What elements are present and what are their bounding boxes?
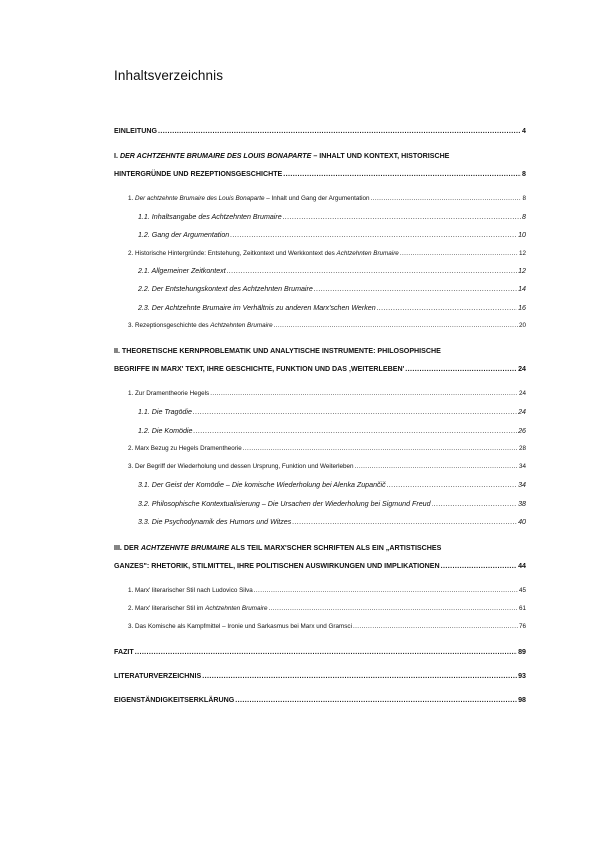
toc-chapter-title: II. THEORETISCHE KERNPROBLEMATIK UND ANALYTISCHE INSTRUMENTE: PHILOSOPHISCHE xyxy=(114,347,441,355)
toc-chapter-title-italic: ACHTZEHNTE BRUMAIRE xyxy=(140,544,230,552)
toc-entry-label: 3. Der Begriff der Wiederholung und dessen Ursprung, Funktion und Weiterleben xyxy=(128,463,354,470)
toc-page-number: 61 xyxy=(518,605,526,612)
toc-entry-section-1-3[interactable] xyxy=(128,322,526,329)
toc-chapter-title-pre: III. DER xyxy=(114,544,141,552)
toc-dot-leader xyxy=(235,696,517,704)
toc-entry-subsection-2-1-1[interactable] xyxy=(138,408,526,416)
toc-page-number: 24 xyxy=(518,408,526,416)
toc-entry-subsection-1-1-1[interactable] xyxy=(138,213,526,221)
toc-page-number: 34 xyxy=(518,463,526,470)
toc-page-number: 8 xyxy=(522,195,526,202)
toc-chapter-title-rest: ALS TEIL MARX'SCHER SCHRIFTEN ALS EIN „ARTISTISCHES xyxy=(229,544,442,552)
toc-dot-leader xyxy=(158,127,521,135)
toc-dot-leader xyxy=(355,463,518,470)
toc-dot-leader xyxy=(274,322,518,329)
toc-entry-section-1-2[interactable] xyxy=(128,250,526,257)
toc-entry-label: FAZIT xyxy=(114,648,134,656)
toc-entry-label: 1.2. Gang der Argumentation xyxy=(138,231,230,239)
toc-dot-leader xyxy=(230,231,517,239)
toc-entry-label: 3. Das Komische als Kampfmittel – Ironie und Sarkasmus bei Marx und Gramsci xyxy=(128,623,352,630)
toc-entry-subsection-1-2-2[interactable] xyxy=(138,285,526,293)
toc-chapter-number: I. xyxy=(114,152,118,160)
toc-dot-leader xyxy=(210,390,518,397)
toc-page-number: 40 xyxy=(518,518,526,526)
toc-entry-label: 3.1. Der Geist der Komödie – Die komische Wiederholung bei Alenka Zupančič xyxy=(138,481,386,489)
toc-entry-label: EINLEITUNG xyxy=(114,127,157,135)
toc-dot-leader xyxy=(405,360,517,378)
toc-entry-label: 2.2. Der Entstehungskontext des Achtzehnten Brumaire xyxy=(138,285,313,293)
toc-page-number: 34 xyxy=(518,481,526,489)
toc-dot-leader xyxy=(387,481,517,489)
toc-entry-label: LITERATURVERZEICHNIS xyxy=(114,672,202,680)
toc-chapter-title-italic: DER ACHTZEHNTE BRUMAIRE DES LOUIS BONAPARTE xyxy=(119,152,312,160)
toc-page-number: 26 xyxy=(518,427,526,435)
toc-dot-leader xyxy=(243,445,518,452)
toc-section-title: 3. Rezeptionsgeschichte des xyxy=(128,322,211,329)
toc-dot-leader xyxy=(353,623,518,630)
toc-dot-leader xyxy=(314,285,517,293)
toc-entry-section-3-2[interactable] xyxy=(128,605,526,612)
toc-entry-label: 1. Zur Dramentheorie Hegels xyxy=(128,390,210,397)
toc-page-number: 8 xyxy=(522,170,526,178)
toc-entry-subsection-2-1-2[interactable] xyxy=(138,427,526,435)
toc-page-number: 38 xyxy=(518,500,526,508)
toc-chapter-title-line2: HINTERGRÜNDE UND REZEPTIONSGESCHICHTE xyxy=(114,170,283,178)
toc-entry-section-3-3[interactable] xyxy=(128,623,526,630)
toc-section-title-italic: Achtzehnten Brumaire xyxy=(205,605,268,612)
toc-page-number: 89 xyxy=(518,648,526,656)
toc-dot-leader xyxy=(432,500,518,508)
toc-entry-einleitung[interactable] xyxy=(114,127,526,135)
toc-section-title-italic: Der achtzehnte Brumaire des Louis Bonaparte xyxy=(135,195,265,202)
toc-entry-literaturverzeichnis[interactable] xyxy=(114,672,526,680)
toc-page-number: 12 xyxy=(518,267,526,275)
toc-entry-chapter-3[interactable] xyxy=(114,539,526,575)
toc-page-number: 45 xyxy=(518,587,526,594)
toc-dot-leader xyxy=(292,518,517,526)
toc-entry-fazit[interactable] xyxy=(114,648,526,656)
toc-page-number: 76 xyxy=(518,623,526,630)
toc-dot-leader xyxy=(371,195,522,202)
toc-page-number: 14 xyxy=(518,285,526,293)
toc-dot-leader xyxy=(193,408,517,416)
toc-entry-label: 1.2. Die Komödie xyxy=(138,427,193,435)
toc-page-number: 24 xyxy=(518,390,526,397)
toc-entry-section-1-1[interactable] xyxy=(128,195,526,202)
toc-dot-leader xyxy=(283,213,521,221)
toc-chapter-title-rest: – INHALT UND KONTEXT, HISTORISCHE xyxy=(311,152,450,160)
toc-entry-label: 2.3. Der Achtzehnte Brumaire im Verhältnis zu anderen Marx'schen Werken xyxy=(138,304,376,312)
toc-dot-leader xyxy=(227,267,517,275)
toc-section-title-italic: Achtzehnten Brumaire xyxy=(336,250,399,257)
toc-entry-subsection-1-2-1[interactable] xyxy=(138,267,526,275)
toc-page-number: 8 xyxy=(522,213,526,221)
toc-section-title: 2. Marx' literarischer Stil im xyxy=(128,605,206,612)
page-title: Inhaltsverzeichnis xyxy=(114,68,224,83)
toc-dot-leader xyxy=(377,304,517,312)
toc-chapter-title-line2: BEGRIFFE IN MARX' TEXT, IHRE GESCHICHTE, FUNKTION UND DAS ‚WEITERLEBEN' xyxy=(114,365,405,373)
toc-page-number: 98 xyxy=(518,696,526,704)
toc-dot-leader xyxy=(135,648,517,656)
toc-entry-label: 3.2. Philosophische Kontextualisierung – Die Ursachen der Wiederholung bei Sigmund Freud xyxy=(138,500,431,508)
toc-entry-subsection-2-3-1[interactable] xyxy=(138,481,526,489)
toc-page-number: 10 xyxy=(518,231,526,239)
toc-entry-label: 1.1. Die Tragödie xyxy=(138,408,192,416)
toc-page-number: 16 xyxy=(518,304,526,312)
toc-dot-leader xyxy=(202,672,517,680)
toc-dot-leader xyxy=(268,605,518,612)
toc-section-number: 1. xyxy=(128,195,134,202)
toc-entry-section-2-3[interactable] xyxy=(128,463,526,470)
toc-entry-section-2-1[interactable] xyxy=(128,390,526,397)
toc-entry-section-3-1[interactable] xyxy=(128,587,526,594)
toc-entry-section-2-2[interactable] xyxy=(128,445,526,452)
toc-dot-leader xyxy=(193,427,517,435)
toc-entry-label: 1. Marx' literarischer Stil nach Ludovico Silva xyxy=(128,587,253,594)
toc-page-number: 4 xyxy=(522,127,526,135)
toc-entry-label: 2.1. Allgemeiner Zeitkontext xyxy=(138,267,226,275)
toc-chapter-title-line2: GANZES": RHETORIK, STILMITTEL, IHRE POLITISCHEN AUSWIRKUNGEN UND IMPLIKATIONEN xyxy=(114,562,440,570)
toc-entry-subsection-1-2-3[interactable] xyxy=(138,304,526,312)
toc-page-number: 28 xyxy=(518,445,526,452)
toc-dot-leader xyxy=(283,165,521,183)
toc-dot-leader xyxy=(400,250,518,257)
toc-section-title: 2. Historische Hintergründe: Entstehung, Zeitkontext und Werkkontext des xyxy=(128,250,337,257)
toc-section-title-rest: – Inhalt und Gang der Argumentation xyxy=(264,195,370,202)
toc-entry-chapter-2[interactable] xyxy=(114,342,526,378)
toc-entry-label: 2. Marx Bezug zu Hegels Dramentheorie xyxy=(128,445,242,452)
toc-page-number: 24 xyxy=(518,365,526,373)
toc-entry-chapter-1[interactable] xyxy=(114,147,526,183)
toc-entry-subsection-2-3-2[interactable] xyxy=(138,500,526,508)
toc-page-number: 20 xyxy=(518,322,526,329)
toc-entry-label: EIGENSTÄNDIGKEITSERKLÄRUNG xyxy=(114,696,235,704)
toc-page-number: 12 xyxy=(518,250,526,257)
toc-entry-eigenstaendigkeitserklaerung[interactable] xyxy=(114,696,526,704)
toc-section-title-italic: Achtzehnten Brumaire xyxy=(210,322,273,329)
toc-entry-label: 1.1. Inhaltsangabe des Achtzehnten Brumaire xyxy=(138,213,282,221)
toc-entry-subsection-2-3-3[interactable] xyxy=(138,518,526,526)
toc-page-number: 93 xyxy=(518,672,526,680)
toc-entry-subsection-1-1-2[interactable] xyxy=(138,231,526,239)
toc-page-number: 44 xyxy=(518,562,526,570)
toc-dot-leader xyxy=(441,557,518,575)
toc-dot-leader xyxy=(254,587,518,594)
toc-entry-label: 3.3. Die Psychodynamik des Humors und Witzes xyxy=(138,518,292,526)
